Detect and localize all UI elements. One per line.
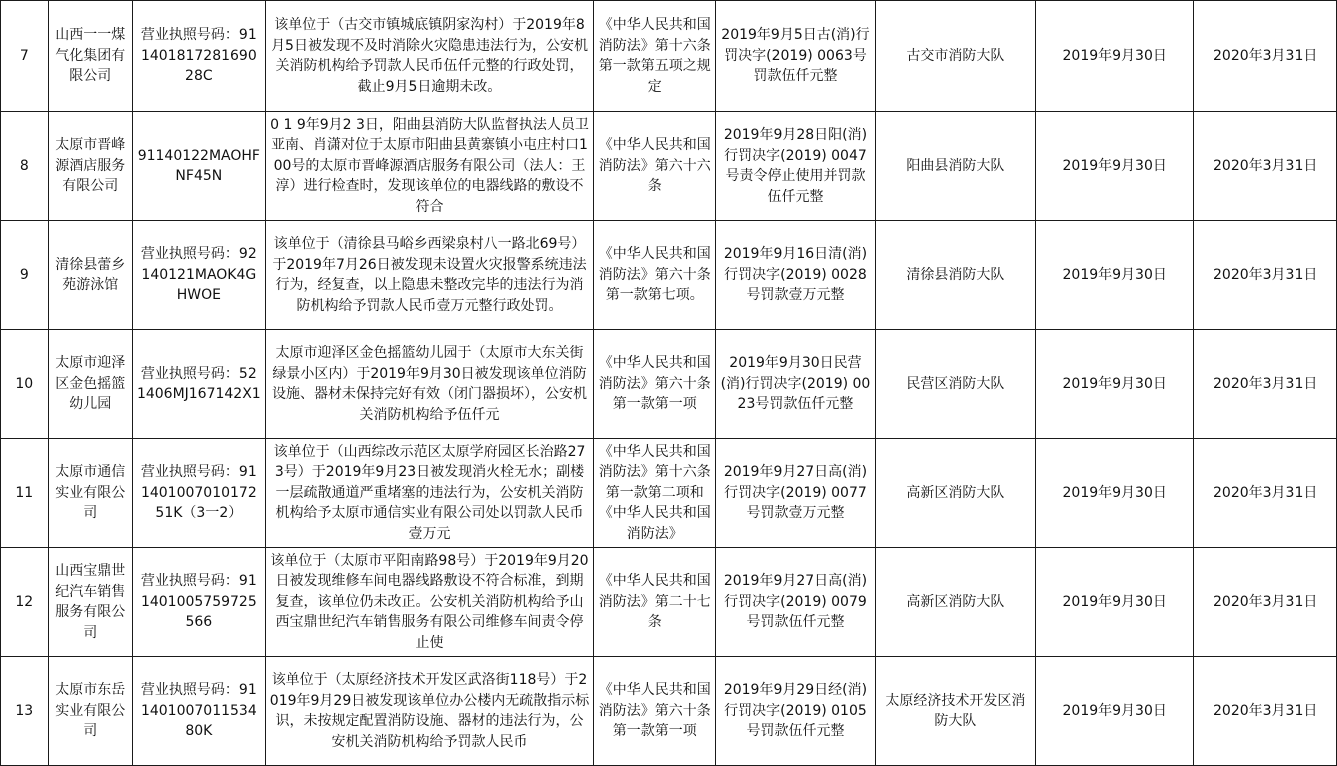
company-name: 太原市东岳实业有限公司 [55,682,126,740]
company-name: 山西一一煤气化集团有限公司 [55,27,126,85]
violation-facts: 0 1 9年9月2 3日，阳曲县消防大队监督执法人员卫亚南、肖潇对位于太原市阳曲县黄寨镇小屯庄村口100号的太原市晋峰源酒店服务有限公司（法人：王淳）进行检查时，发现该单位的电器线路的敷设不符合 [270,116,589,215]
expiry-date: 2020年3月31日 [1213,702,1318,719]
publish-date: 2019年9月30日 [1062,375,1167,392]
company-name-cell[interactable] [48,1,132,112]
expiry-date: 2020年3月31日 [1213,375,1318,392]
penalty-decision-cell[interactable] [716,439,875,548]
expiry-date-cell[interactable] [1194,221,1337,330]
publish-date-cell[interactable] [1036,657,1194,766]
legal-basis-cell[interactable] [594,221,716,330]
company-name-cell[interactable] [48,330,132,439]
expiry-date-cell[interactable] [1194,330,1337,439]
enforcement-agency-cell[interactable] [875,330,1035,439]
enforcement-agency-cell[interactable] [875,548,1035,657]
table-row [1,112,1337,221]
row-number: 9 [19,266,29,283]
company-name: 太原市迎泽区金色摇篮幼儿园 [55,355,126,413]
expiry-date-cell[interactable] [1194,548,1337,657]
publish-date: 2019年9月30日 [1062,157,1167,174]
company-name-cell[interactable] [48,221,132,330]
violation-facts-cell[interactable] [265,1,594,112]
license-number-cell[interactable] [132,1,265,112]
violation-facts: 该单位于（太原经济技术开发区武洛街118号）于2019年9月29日被发现该单位办公楼内无疏散指示标识，未按规定配置消防设施、器材的违法行为，公安机关消防机构给予罚款人民币 [269,672,590,750]
table-row [1,548,1337,657]
row-number-cell[interactable] [1,657,49,766]
penalty-decision: 2019年9月16日清(消)行罚决字(2019) 0028号罚款壹万元整 [723,246,868,304]
row-number-cell[interactable] [1,548,49,657]
license-number: 营业执照号码：91140181728169028C [140,27,257,85]
publish-date: 2019年9月30日 [1062,484,1167,501]
table-row [1,439,1337,548]
table-row [1,221,1337,330]
expiry-date: 2020年3月31日 [1213,484,1318,501]
row-number-cell[interactable] [1,439,49,548]
expiry-date-cell[interactable] [1194,657,1337,766]
violation-facts: 该单位于（清徐县马峪乡西梁泉村八一路北69号）于2019年7月26日被发现未设置火灾报警系统违法行为，经复查，以上隐患未整改完毕的违法行为消防机构给予罚款人民币壹万元整行政处罚。 [272,236,587,314]
publish-date-cell[interactable] [1036,1,1194,112]
violation-facts-cell[interactable] [265,439,594,548]
enforcement-agency: 民营区消防大队 [906,375,1005,392]
license-number: 91140122MAOHFNF45N [137,147,260,184]
license-number-cell[interactable] [132,548,265,657]
publish-date: 2019年9月30日 [1062,702,1167,719]
row-number: 13 [15,702,34,719]
row-number: 11 [15,484,34,501]
violation-facts-cell[interactable] [265,657,594,766]
publish-date: 2019年9月30日 [1062,266,1167,283]
enforcement-agency: 古交市消防大队 [906,47,1005,64]
legal-basis: 《中华人民共和国消防法》第十六条第一款第二项和《中华人民共和国消防法》 [598,443,711,542]
expiry-date-cell[interactable] [1194,1,1337,112]
row-number-cell[interactable] [1,221,49,330]
table-row [1,330,1337,439]
company-name: 太原市晋峰源酒店服务有限公司 [55,137,126,195]
publish-date-cell[interactable] [1036,112,1194,221]
legal-basis-cell[interactable] [594,439,716,548]
expiry-date: 2020年3月31日 [1213,47,1318,64]
penalty-decision-cell[interactable] [716,221,875,330]
license-number-cell[interactable] [132,221,265,330]
legal-basis-cell[interactable] [594,548,716,657]
legal-basis: 《中华人民共和国消防法》第十六条第一款第五项之规定 [598,17,711,95]
penalty-decision: 2019年9月29日经(消)行罚决字(2019) 0105号罚款伍仟元整 [723,682,868,740]
penalty-decision: 2019年9月27日高(消)行罚决字(2019) 0077号罚款壹万元整 [723,464,868,522]
publish-date-cell[interactable] [1036,330,1194,439]
company-name: 清徐县蕾乡苑游泳馆 [55,256,126,293]
enforcement-agency-cell[interactable] [875,1,1035,112]
company-name: 太原市通信实业有限公司 [55,464,126,522]
publish-date-cell[interactable] [1036,221,1194,330]
legal-basis: 《中华人民共和国消防法》第二十七条 [598,573,711,631]
enforcement-agency: 太原经济技术开发区消防大队 [885,692,1026,729]
publish-date-cell[interactable] [1036,439,1194,548]
legal-basis-cell[interactable] [594,657,716,766]
license-number-cell[interactable] [132,439,265,548]
license-number-cell[interactable] [132,657,265,766]
table-row [1,657,1337,766]
enforcement-agency-cell[interactable] [875,657,1035,766]
license-number-cell[interactable] [132,112,265,221]
license-number: 营业执照号码：91140100701017251K（3一2） [140,464,257,522]
violation-facts: 太原市迎泽区金色摇篮幼儿园于（太原市大东关街绿景小区内）于2019年9月30日被发现该单位消防设施、器材未保持完好有效（闭门器损坏），公安机关消防机构给予伍仟元 [272,345,588,423]
row-number-cell[interactable] [1,330,49,439]
penalty-decision-cell[interactable] [716,330,875,439]
row-number: 10 [15,375,34,392]
penalty-decision-cell[interactable] [716,548,875,657]
violation-facts: 该单位于（古交市镇城底镇阴家沟村）于2019年8月5日被发现不及时消除火灾隐患违法行为，公安机关消防机构给予罚款人民币伍仟元整的行政处罚，截止9月5日逾期未改。 [271,17,588,95]
row-number: 8 [19,157,29,174]
publish-date: 2019年9月30日 [1062,593,1167,610]
publish-date-cell[interactable] [1036,548,1194,657]
penalty-decision-cell[interactable] [716,112,875,221]
penalty-decision-cell[interactable] [716,1,875,112]
violation-facts: 该单位于（太原市平阳南路98号）于2019年9月20日被发现维修车间电器线路敷设不符合标准，到期复查，该单位仍未改正。公安机关消防机构给予山西宝鼎世纪汽车销售服务有限公司维修车间责令停止使 [270,552,589,651]
enforcement-agency-cell[interactable] [875,112,1035,221]
legal-basis-cell[interactable] [594,112,716,221]
enforcement-agency: 阳曲县消防大队 [906,157,1005,174]
legal-basis: 《中华人民共和国消防法》第六十条第一款第一项 [598,682,711,740]
row-number-cell[interactable] [1,112,49,221]
expiry-date-cell[interactable] [1194,112,1337,221]
penalty-decision: 2019年9月5日古(消)行罚决字(2019) 0063号罚款伍仟元整 [721,27,870,85]
violation-facts-cell[interactable] [265,221,594,330]
expiry-date-cell[interactable] [1194,439,1337,548]
enforcement-agency-cell[interactable] [875,439,1035,548]
table-body [1,1,1337,766]
expiry-date: 2020年3月31日 [1213,266,1318,283]
company-name-cell[interactable] [48,439,132,548]
penalty-decision: 2019年9月30日民营(消)行罚决字(2019) 0023号罚款伍仟元整 [720,355,871,413]
legal-basis-cell[interactable] [594,330,716,439]
legal-basis-cell[interactable] [594,1,716,112]
row-number: 7 [19,47,29,64]
expiry-date: 2020年3月31日 [1213,593,1318,610]
enforcement-agency: 清徐县消防大队 [906,266,1005,283]
publish-date: 2019年9月30日 [1062,47,1167,64]
penalty-decision: 2019年9月27日高(消)行罚决字(2019) 0079号罚款伍仟元整 [723,573,868,631]
violation-facts-cell[interactable] [265,330,594,439]
license-number: 营业执照号码：92140121MAOK4GHWOE [140,246,257,304]
enforcement-agency-cell[interactable] [875,221,1035,330]
company-name: 山西宝鼎世纪汽车销售服务有限公司 [55,563,126,641]
enforcement-agency: 高新区消防大队 [906,484,1005,501]
enforcement-agency: 高新区消防大队 [906,593,1005,610]
violation-facts: 该单位于（山西综改示范区太原学府园区长治路273号）于2019年9月23日被发现消火栓无水；副楼一层疏散通道严重堵塞的违法行为，公安机关消防机构给予太原市通信实业有限公司处以罚款人民币壹万元 [273,443,586,542]
legal-basis: 《中华人民共和国消防法》第六十条第一款第一项 [598,355,711,413]
license-number: 营业执照号码：521406MJ167142X1 [136,365,261,402]
legal-basis: 《中华人民共和国消防法》第六十条第一款第七项。 [598,246,711,304]
violation-facts-cell[interactable] [265,548,594,657]
license-number: 营业执照号码：91140100701153480K [140,682,257,740]
row-number: 12 [15,593,34,610]
violation-facts-cell[interactable] [265,112,594,221]
expiry-date: 2020年3月31日 [1213,157,1318,174]
penalty-decision: 2019年9月28日阳(消)行罚决字(2019) 0047号责令停止使用并罚款伍仟元整 [723,127,868,205]
penalty-decision-cell[interactable] [716,657,875,766]
company-name-cell[interactable] [48,112,132,221]
company-name-cell[interactable] [48,548,132,657]
legal-basis: 《中华人民共和国消防法》第六十六条 [598,137,711,195]
license-number-cell[interactable] [132,330,265,439]
license-number: 营业执照号码：911401005759725566 [140,573,257,631]
table-row [1,1,1337,112]
row-number-cell[interactable] [1,1,49,112]
company-name-cell[interactable] [48,657,132,766]
